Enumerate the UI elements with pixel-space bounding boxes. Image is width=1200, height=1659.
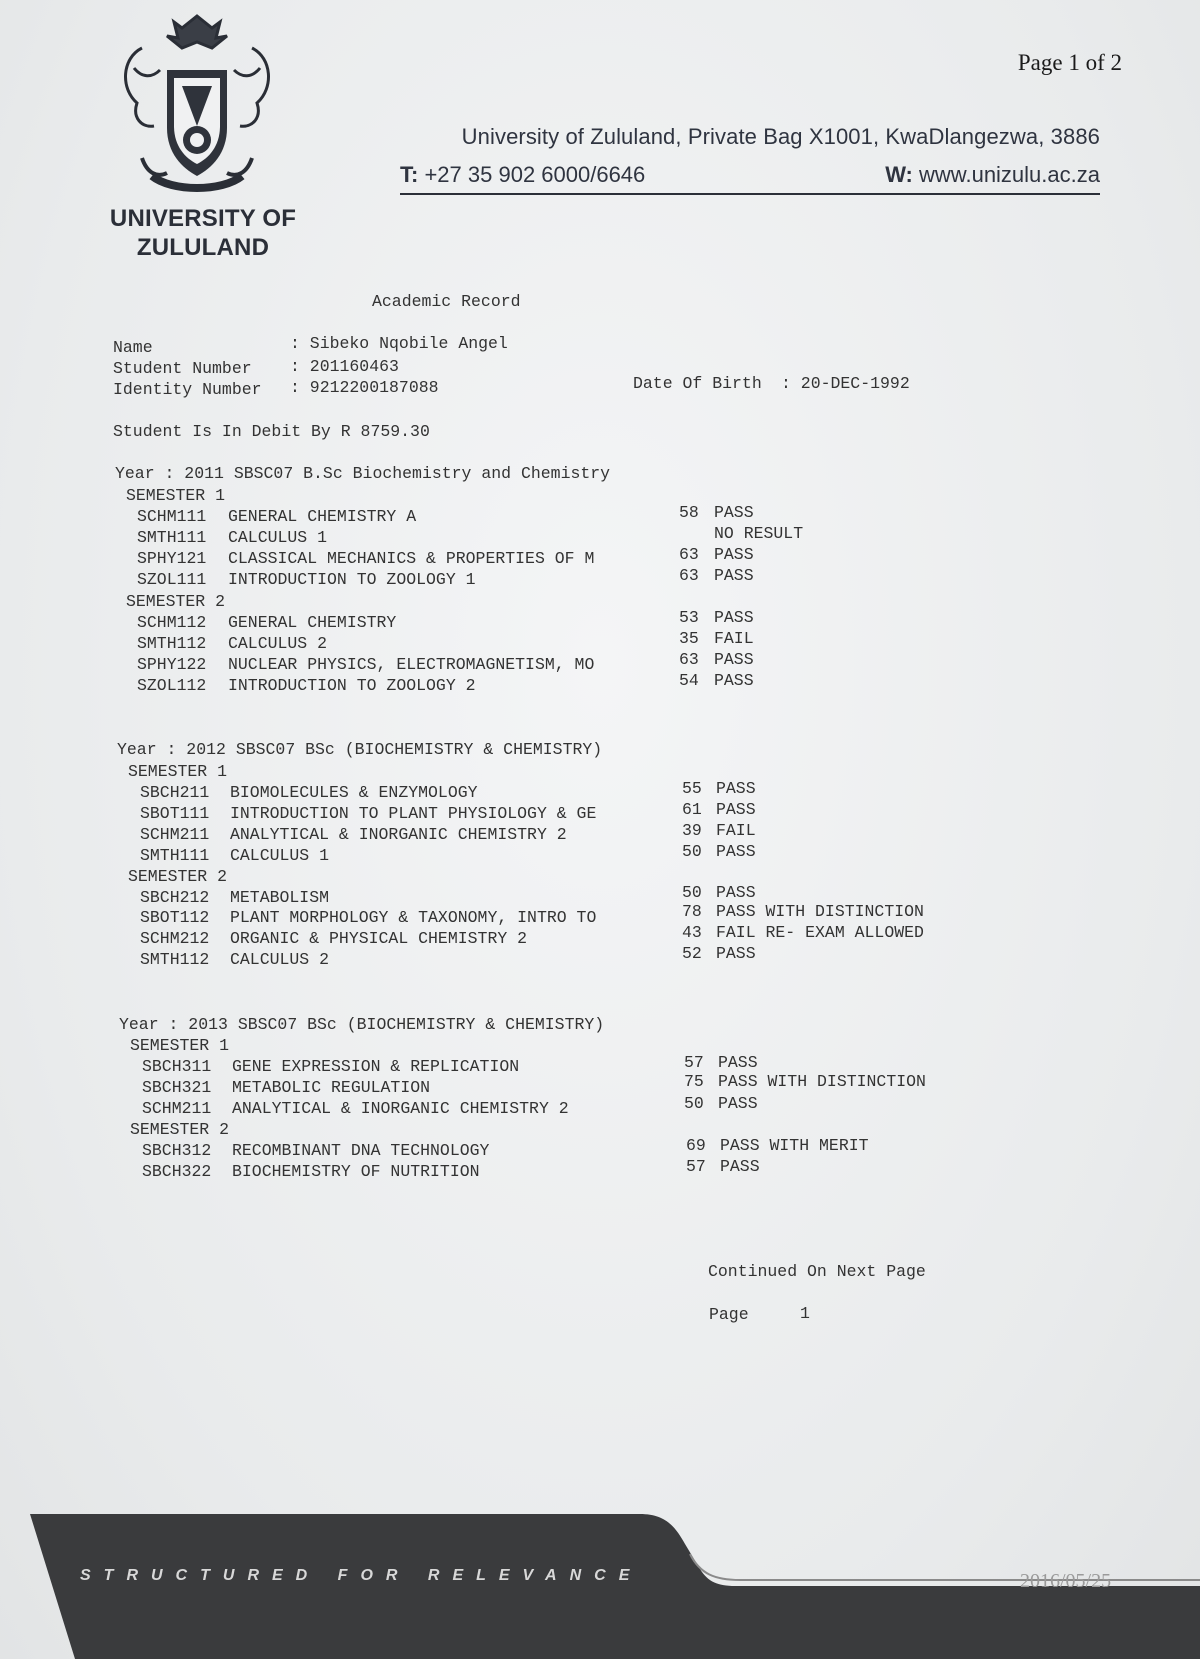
- module-title: CLASSICAL MECHANICS & PROPERTIES OF M: [228, 549, 595, 568]
- semester-label: SEMESTER 1: [130, 1036, 230, 1055]
- module-title: CALCULUS 2: [230, 950, 330, 969]
- telephone-number: +27 35 902 6000/6646: [424, 162, 646, 187]
- module-title: INTRODUCTION TO ZOOLOGY 2: [228, 676, 476, 695]
- module-title: PLANT MORPHOLOGY & TAXONOMY, INTRO TO: [230, 908, 597, 927]
- module-title: BIOCHEMISTRY OF NUTRITION: [232, 1162, 480, 1181]
- module-code: SMTH111: [137, 528, 207, 547]
- module-code: SCHM111: [137, 507, 207, 526]
- module-result: PASS: [716, 842, 756, 861]
- module-code: SMTH112: [140, 950, 210, 969]
- module-code: SBOT111: [140, 804, 210, 823]
- module-mark: 78: [682, 902, 702, 921]
- module-result: PASS: [714, 671, 754, 690]
- website-url: www.unizulu.ac.za: [919, 162, 1100, 187]
- module-mark: 50: [682, 842, 702, 861]
- dob-label: Date Of Birth: [633, 374, 762, 393]
- module-mark: 58: [679, 503, 699, 522]
- module-title: ANALYTICAL & INORGANIC CHEMISTRY 2: [230, 825, 567, 844]
- module-result: PASS: [718, 1094, 758, 1113]
- semester-label: SEMESTER 2: [130, 1120, 230, 1139]
- module-code: SCHM211: [142, 1099, 212, 1118]
- record-title: Academic Record: [372, 292, 521, 311]
- module-code: SBCH311: [142, 1057, 212, 1076]
- module-mark: 69: [686, 1136, 706, 1155]
- module-title: METABOLISM: [230, 888, 330, 907]
- module-mark: 43: [682, 923, 702, 942]
- year-heading: Year : 2011 SBSC07 B.Sc Biochemistry and Chemistry: [115, 464, 611, 483]
- module-code: SBOT112: [140, 908, 210, 927]
- module-result: PASS: [716, 779, 756, 798]
- year-heading: Year : 2013 SBSC07 BSc (BIOCHEMISTRY & CHEMISTRY): [119, 1015, 605, 1034]
- module-mark: 63: [679, 566, 699, 585]
- module-result: PASS: [716, 944, 756, 963]
- module-mark: 63: [679, 650, 699, 669]
- slogan: STRUCTURED FOR RELEVANCE: [80, 1567, 643, 1584]
- module-title: GENE EXPRESSION & REPLICATION: [232, 1057, 520, 1076]
- module-title: CALCULUS 1: [228, 528, 328, 547]
- module-mark: 52: [682, 944, 702, 963]
- module-mark: 55: [682, 779, 702, 798]
- module-result: PASS: [714, 650, 754, 669]
- module-title: INTRODUCTION TO PLANT PHYSIOLOGY & GE: [230, 804, 597, 823]
- module-code: SZOL112: [137, 676, 207, 695]
- module-title: CALCULUS 1: [230, 846, 330, 865]
- module-mark: 57: [684, 1053, 704, 1072]
- module-code: SBCH322: [142, 1162, 212, 1181]
- module-mark: 54: [679, 671, 699, 690]
- student-number-value: : 201160463: [290, 357, 399, 376]
- module-title: GENERAL CHEMISTRY: [228, 613, 397, 632]
- module-code: SBCH321: [142, 1078, 212, 1097]
- module-mark: 35: [679, 629, 699, 648]
- module-mark: 50: [684, 1094, 704, 1113]
- module-mark: 63: [679, 545, 699, 564]
- student-number-label: Student Number: [113, 359, 252, 378]
- module-title: RECOMBINANT DNA TECHNOLOGY: [232, 1141, 490, 1160]
- module-code: SMTH111: [140, 846, 210, 865]
- module-result: PASS: [714, 545, 754, 564]
- telephone-prefix: T:: [400, 162, 419, 187]
- module-title: BIOMOLECULES & ENZYMOLOGY: [230, 783, 478, 802]
- module-result: FAIL RE- EXAM ALLOWED: [716, 923, 924, 942]
- module-code: SCHM211: [140, 825, 210, 844]
- module-result: PASS: [720, 1157, 760, 1176]
- debit-note: Student Is In Debit By R 8759.30: [113, 422, 430, 441]
- contact-line: [400, 162, 1100, 192]
- module-code: SCHM112: [137, 613, 207, 632]
- module-title: ORGANIC & PHYSICAL CHEMISTRY 2: [230, 929, 528, 948]
- module-result: PASS WITH DISTINCTION: [718, 1072, 926, 1091]
- module-code: SPHY121: [137, 549, 207, 568]
- university-crest-icon: [112, 8, 282, 200]
- module-title: ANALYTICAL & INORGANIC CHEMISTRY 2: [232, 1099, 569, 1118]
- module-code: SZOL111: [137, 570, 207, 589]
- name-value: : Sibeko Nqobile Angel: [290, 334, 508, 353]
- module-code: SBCH211: [140, 783, 210, 802]
- identity-number-label: Identity Number: [113, 380, 262, 399]
- module-result: PASS WITH MERIT: [720, 1136, 869, 1155]
- module-title: CALCULUS 2: [228, 634, 328, 653]
- semester-label: SEMESTER 2: [126, 592, 226, 611]
- website: [885, 162, 1100, 188]
- dob-value: : 20-DEC-1992: [781, 374, 910, 393]
- header-rule: [400, 193, 1100, 195]
- university-name-line2: ZULULAND: [136, 234, 270, 261]
- module-title: NUCLEAR PHYSICS, ELECTROMAGNETISM, MO: [228, 655, 595, 674]
- module-title: GENERAL CHEMISTRY A: [228, 507, 417, 526]
- module-mark: 57: [686, 1157, 706, 1176]
- continued-note: Continued On Next Page: [708, 1262, 926, 1281]
- identity-number-value: : 9212200187088: [290, 378, 439, 397]
- module-mark: 50: [682, 883, 702, 902]
- module-result: PASS WITH DISTINCTION: [716, 902, 924, 921]
- module-result: FAIL: [714, 629, 754, 648]
- name-label: Name: [113, 338, 153, 357]
- module-result: PASS: [714, 566, 754, 585]
- module-result: PASS: [714, 608, 754, 627]
- module-result: PASS: [718, 1053, 758, 1072]
- module-result: PASS: [716, 883, 756, 902]
- page-footer-number: 1: [800, 1304, 810, 1323]
- module-code: SMTH112: [137, 634, 207, 653]
- module-mark: 61: [682, 800, 702, 819]
- module-code: SBCH212: [140, 888, 210, 907]
- module-result: NO RESULT: [714, 524, 804, 543]
- semester-label: SEMESTER 1: [126, 486, 226, 505]
- university-name-line1: UNIVERSITY OF: [109, 205, 297, 232]
- module-mark: 39: [682, 821, 702, 840]
- module-result: PASS: [716, 800, 756, 819]
- page-footer-label: Page: [709, 1305, 749, 1324]
- semester-label: SEMESTER 2: [128, 867, 228, 886]
- module-result: FAIL: [716, 821, 756, 840]
- module-title: INTRODUCTION TO ZOOLOGY 1: [228, 570, 476, 589]
- module-code: SCHM212: [140, 929, 210, 948]
- module-result: PASS: [714, 503, 754, 522]
- university-name: [108, 204, 298, 262]
- telephone: [400, 162, 645, 188]
- module-mark: 75: [684, 1072, 704, 1091]
- page-indicator: Page 1 of 2: [1017, 50, 1122, 75]
- module-code: SPHY122: [137, 655, 207, 674]
- website-prefix: W:: [885, 162, 913, 187]
- module-code: SBCH312: [142, 1141, 212, 1160]
- semester-label: SEMESTER 1: [128, 762, 228, 781]
- university-address: University of Zululand, Private Bag X1001, KwaDlangezwa, 3886: [461, 124, 1100, 149]
- stamp-date: 2016/05/25: [1020, 1570, 1112, 1592]
- module-title: METABOLIC REGULATION: [232, 1078, 431, 1097]
- module-mark: 53: [679, 608, 699, 627]
- year-heading: Year : 2012 SBSC07 BSc (BIOCHEMISTRY & CHEMISTRY): [117, 740, 603, 759]
